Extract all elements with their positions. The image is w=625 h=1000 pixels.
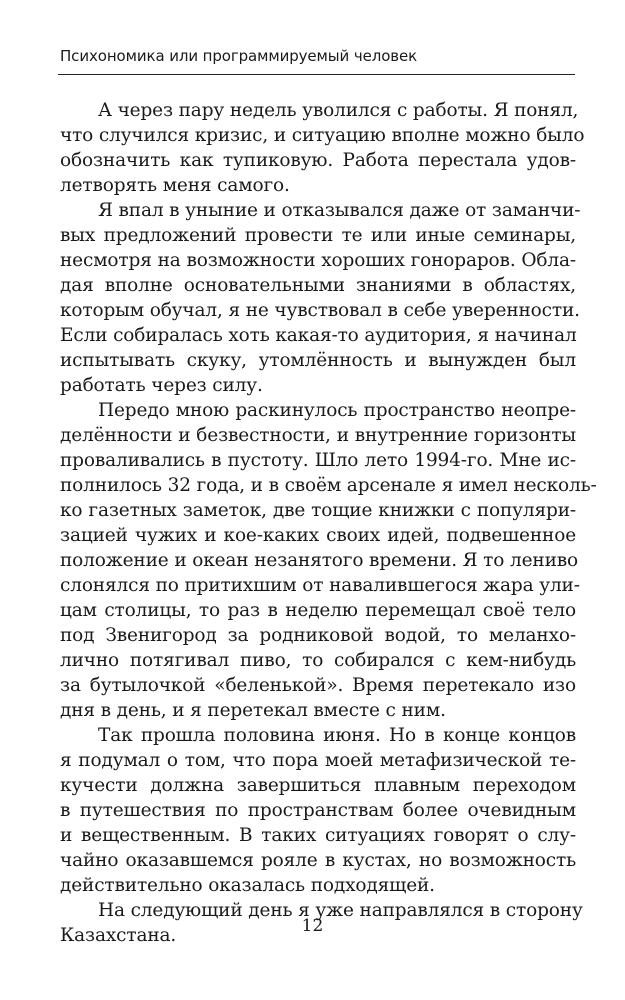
text-line: Передо мною раскинулось пространство неопре- <box>98 400 576 421</box>
text-line: которым обучал, я не чувствовал в себе уверенности. <box>60 300 580 321</box>
paragraph <box>60 98 585 198</box>
text-line: дня в день, и я перетекал вместе с ним. <box>60 700 446 721</box>
text-line: в путешествия по пространствам более очевидным <box>60 800 576 821</box>
text-line: работать через силу. <box>60 375 263 396</box>
text-line: лично потягивал пиво, то собирался с кем-нибудь <box>60 650 576 671</box>
header-rule <box>58 74 575 75</box>
text-line: делённости и безвестности, и внутренние горизонты <box>60 425 576 446</box>
text-line: проваливались в пустоту. Шло лето 1994-го. Мне ис- <box>60 450 576 471</box>
running-header: Психономика или программируемый человек <box>60 47 418 65</box>
text-line: летворять меня самого. <box>60 175 290 196</box>
text-line: кучести должна завершиться плавным переходом <box>60 775 576 796</box>
text-line: обозначить как тупиковую. Работа перестала удов- <box>60 150 576 171</box>
text-line: слонялся по притихшим от навалившегося жара ули- <box>60 575 580 596</box>
text-line: ко газетных заметок, две тощие книжки с популяри- <box>60 500 576 521</box>
text-line: чайно оказавшемся рояле в кустах, но возможность <box>60 850 576 871</box>
text-line: А через пару недель уволился с работы. Я понял, <box>98 100 579 121</box>
text-line: под Звенигород за родниковой водой, то меланхо- <box>60 625 576 646</box>
paragraph <box>60 198 581 398</box>
text-line: испытывать скуку, утомлённость и вынужден был <box>60 350 576 371</box>
text-line: я подумал о том, что пора моей метафизической те- <box>60 750 576 771</box>
text-line: что случился кризис, и ситуацию вполне можно было <box>60 125 585 146</box>
text-line: На следующий день я уже направлялся в сторону <box>98 900 583 921</box>
body-text <box>60 98 597 948</box>
text-line: действительно оказалась подходящей. <box>60 875 435 896</box>
page-number: 12 <box>301 916 324 936</box>
text-line: зацией чужих и кое-каких своих идей, подвешенное <box>60 525 576 546</box>
text-line: полнилось 32 года, и в своём арсенале я имел несколь- <box>60 475 597 496</box>
text-line: Казахстана. <box>60 925 177 946</box>
text-line: положение и океан незанятого времени. Я то лениво <box>60 550 579 571</box>
text-line: и вещественным. В таких ситуациях говорят о слу- <box>60 825 576 846</box>
text-line: вых предложений провести те или иные семинары, <box>60 225 576 246</box>
text-line: цам столицы, то раз в неделю перемещал своё тело <box>60 600 576 621</box>
text-line: Я впал в уныние и отказывался даже от заманчи- <box>98 200 581 221</box>
text-line: Если собиралась хоть какая-то аудитория, я начинал <box>60 325 577 346</box>
text-line: дая вполне основательными знаниями в областях, <box>60 275 576 296</box>
text-line: за бутылочкой «беленькой». Время перетекало изо <box>60 675 576 696</box>
paragraph <box>60 398 597 723</box>
text-line: Так прошла половина июня. Но в конце концов <box>98 725 576 746</box>
text-line: несмотря на возможности хороших гонораров. Обла- <box>60 250 576 271</box>
paragraph <box>60 723 576 898</box>
